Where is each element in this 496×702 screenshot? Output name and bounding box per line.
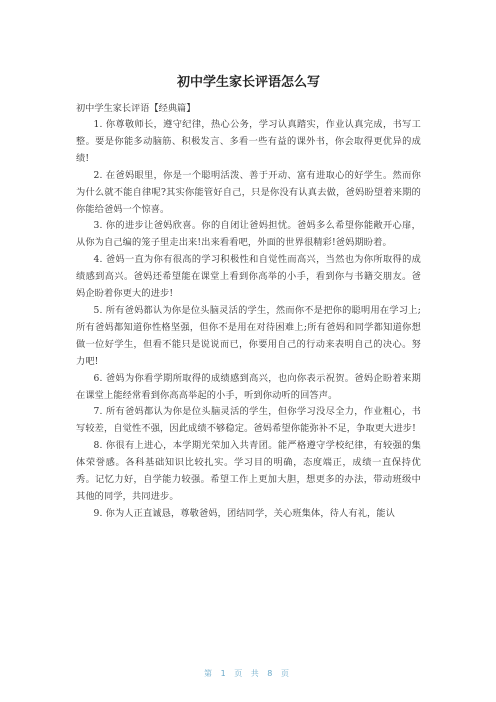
paragraph-1: 1. 你尊敬师长，遵守纪律，热心公务，学习认真踏实，作业认真完成，书写工整。要是你能多动脑筋、积极发言、多看一些有益的课外书，你会取得更优异的成绩! bbox=[76, 119, 421, 164]
paragraph-3: 3. 你的进步让爸妈欣喜。你的自闭让爸妈担忧。爸妈多么希望你能敞开心扉，从你为自己编的笼子里走出来!出来看看吧，外面的世界很精彩!爸妈期盼着。 bbox=[76, 220, 421, 249]
paragraph-2: 2. 在爸妈眼里，你是一个聪明活泼、善于开动、富有进取心的好学生。然而你为什么就不能自律呢?其实你能管好自己，只是你没有认真去做，爸妈盼望着来期的你能给爸妈一个惊喜。 bbox=[76, 169, 421, 215]
document-title: 初中学生家长评语怎么写 bbox=[176, 75, 320, 90]
paragraph-9: 9. 你为人正直诚恳，尊敬爸妈，团结同学，关心班集体，待人有礼，能认 bbox=[93, 507, 396, 519]
document-subtitle: 初中学生家长评语【经典篇】 bbox=[76, 103, 196, 114]
paragraph-6: 6. 爸妈为你看学期所取得的成绩感到高兴，也向你表示祝贺。爸妈企盼着来期在课堂上能经常看到你高高举起的小手，听到你动听的回答声。 bbox=[76, 372, 421, 401]
page-number-footer: 第 1 页 共 8 页 bbox=[204, 669, 292, 678]
paragraph-8: 8. 你很有上进心，本学期光荣加入共青团。能严格遵守学校纪律，有较强的集体荣誉感。各科基础知识比较扎实。学习目的明确，态度端正，成绩一直保持优秀。记忆力好，自学能力较强。希望工作上更加大胆，想更多的办法，带动班级中其他的同学，共同进步。 bbox=[76, 440, 421, 502]
paragraph-4: 4. 爸妈一直为你有很高的学习积极性和自觉性而高兴，当然也为你所取得的成绩感到高兴。爸妈还希望能在课堂上看到你高举的小手，看到你与书籍交朋友。爸妈企盼着你更大的进步! bbox=[76, 254, 421, 300]
paragraph-5: 5. 所有爸妈都认为你是位头脑灵活的学生，然而你不是把你的聪明用在学习上;所有爸妈都知道你性格坚强，但你不是用在对待困难上;所有爸妈和同学都知道你想做一位好学生，但看不能只是说说而已，你要用自己的行动来表明自己的决心。努力吧! bbox=[76, 304, 421, 367]
paragraph-7: 7. 所有爸妈都认为你是位头脑灵活的学生，但你学习没尽全力，作业粗心，书写较差，自觉性不强，因此成绩不够稳定。爸妈希望你能弥补不足，争取更大进步! bbox=[76, 406, 421, 435]
